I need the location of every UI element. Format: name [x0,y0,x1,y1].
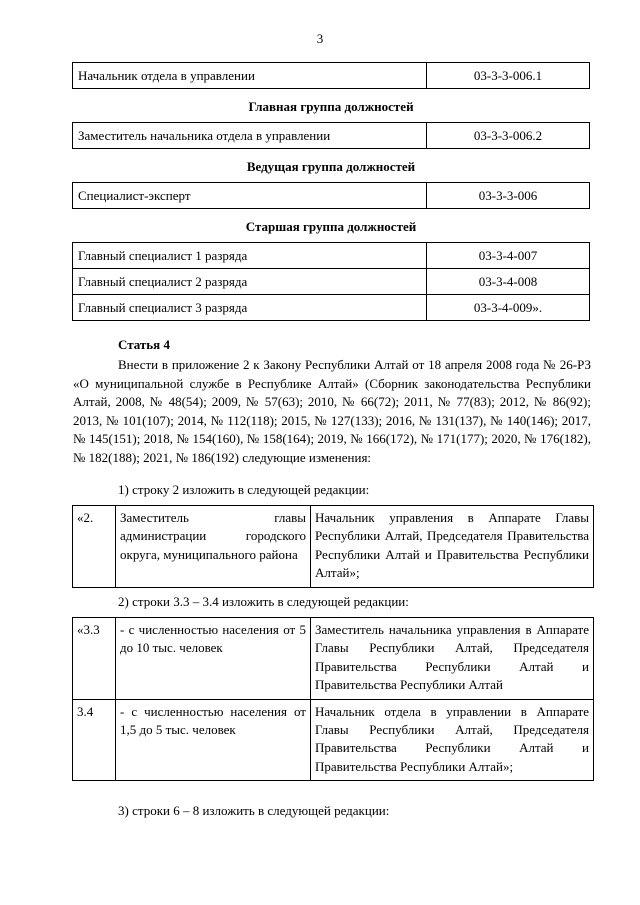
row-number: 3.4 [73,699,116,781]
table-row [73,269,590,295]
group-heading: Старшая группа должностей [245,219,417,234]
position-left: - с численностью населения от 5 до 10 тыс. человек [116,618,311,700]
list-item: 3) строки 6 – 8 изложить в следующей редакции: [118,803,390,818]
position-right: Начальник управления в Аппарате Главы Республики Алтай, Председателя Правительства Республики Алтай и Правительства Республики Алтай»; [311,506,594,588]
paragraph-text: Внести в приложение 2 к Закону Республики Алтай от 18 апреля 2008 года № 26-РЗ «О муниципальной службе в Республике Алтай» (Сборник законодательства Республики Алтай, 2008, № 48(54); 2009, № 57(63); 2010, № 66(72); 2011, № 77(83); 2012, № 86(92); 2013, № 101(107); 2014, № 112(118); 2015, № 127(133); 2016, № 131(137), № 140(146); 2017, № 145(151); 2018, № 154(160), № 158(164); 2019, № 166(172), № 171(177); 2020, № 176(182), № 182(188); 2021, № 186(192) следующие изменения: [73,357,591,465]
position-code: 03-3-3-006.1 [427,63,590,89]
table-row [73,699,594,781]
positions-table-row [72,62,590,89]
row-number: «2. [73,506,116,588]
position-code: 03-3-4-009». [427,295,590,321]
list-item: 2) строки 3.3 – 3.4 изложить в следующей редакции: [118,594,409,609]
position-name: Начальник отдела в управлении [73,63,427,89]
position-name: Главный специалист 1 разряда [73,243,427,269]
position-name: Специалист-эксперт [73,183,427,209]
position-name: Главный специалист 3 разряда [73,295,427,321]
table-row [73,618,594,700]
position-name: Главный специалист 2 разряда [73,269,427,295]
position-code: 03-3-4-007 [427,243,590,269]
list-item: 1) строку 2 изложить в следующей редакции: [118,482,370,497]
position-right: Заместитель начальника управления в Аппарате Главы Республики Алтай, Председателя Правительства Республики Алтай и Правительства Республики Алтай [311,618,594,700]
position-code: 03-3-4-008 [427,269,590,295]
amendment-table-row-2 [72,505,594,588]
row-number: «3.3 [73,618,116,700]
article-title: Статья 4 [118,337,170,352]
page-number: 3 [316,31,324,46]
position-code: 03-3-3-006 [427,183,590,209]
position-left: Заместитель главы администрации городского округа, муниципального района [116,506,311,588]
amendment-table-rows-3 [72,617,594,781]
position-right: Начальник отдела в управлении в Аппарате Главы Республики Алтай, Председателя Правительства Республики Алтай и Правительства Республики Алтай»; [311,699,594,781]
group-heading: Ведущая группа должностей [246,159,416,174]
position-code: 03-3-3-006.2 [427,123,590,149]
positions-table-row [72,122,590,149]
position-left: - с численностью населения от 1,5 до 5 тыс. человек [116,699,311,781]
table-row [73,295,590,321]
table-row [73,243,590,269]
position-name: Заместитель начальника отдела в управлении [73,123,427,149]
positions-table-block [72,242,590,321]
article-paragraph [73,356,591,468]
group-heading: Главная группа должностей [248,99,414,114]
positions-table-row [72,182,590,209]
